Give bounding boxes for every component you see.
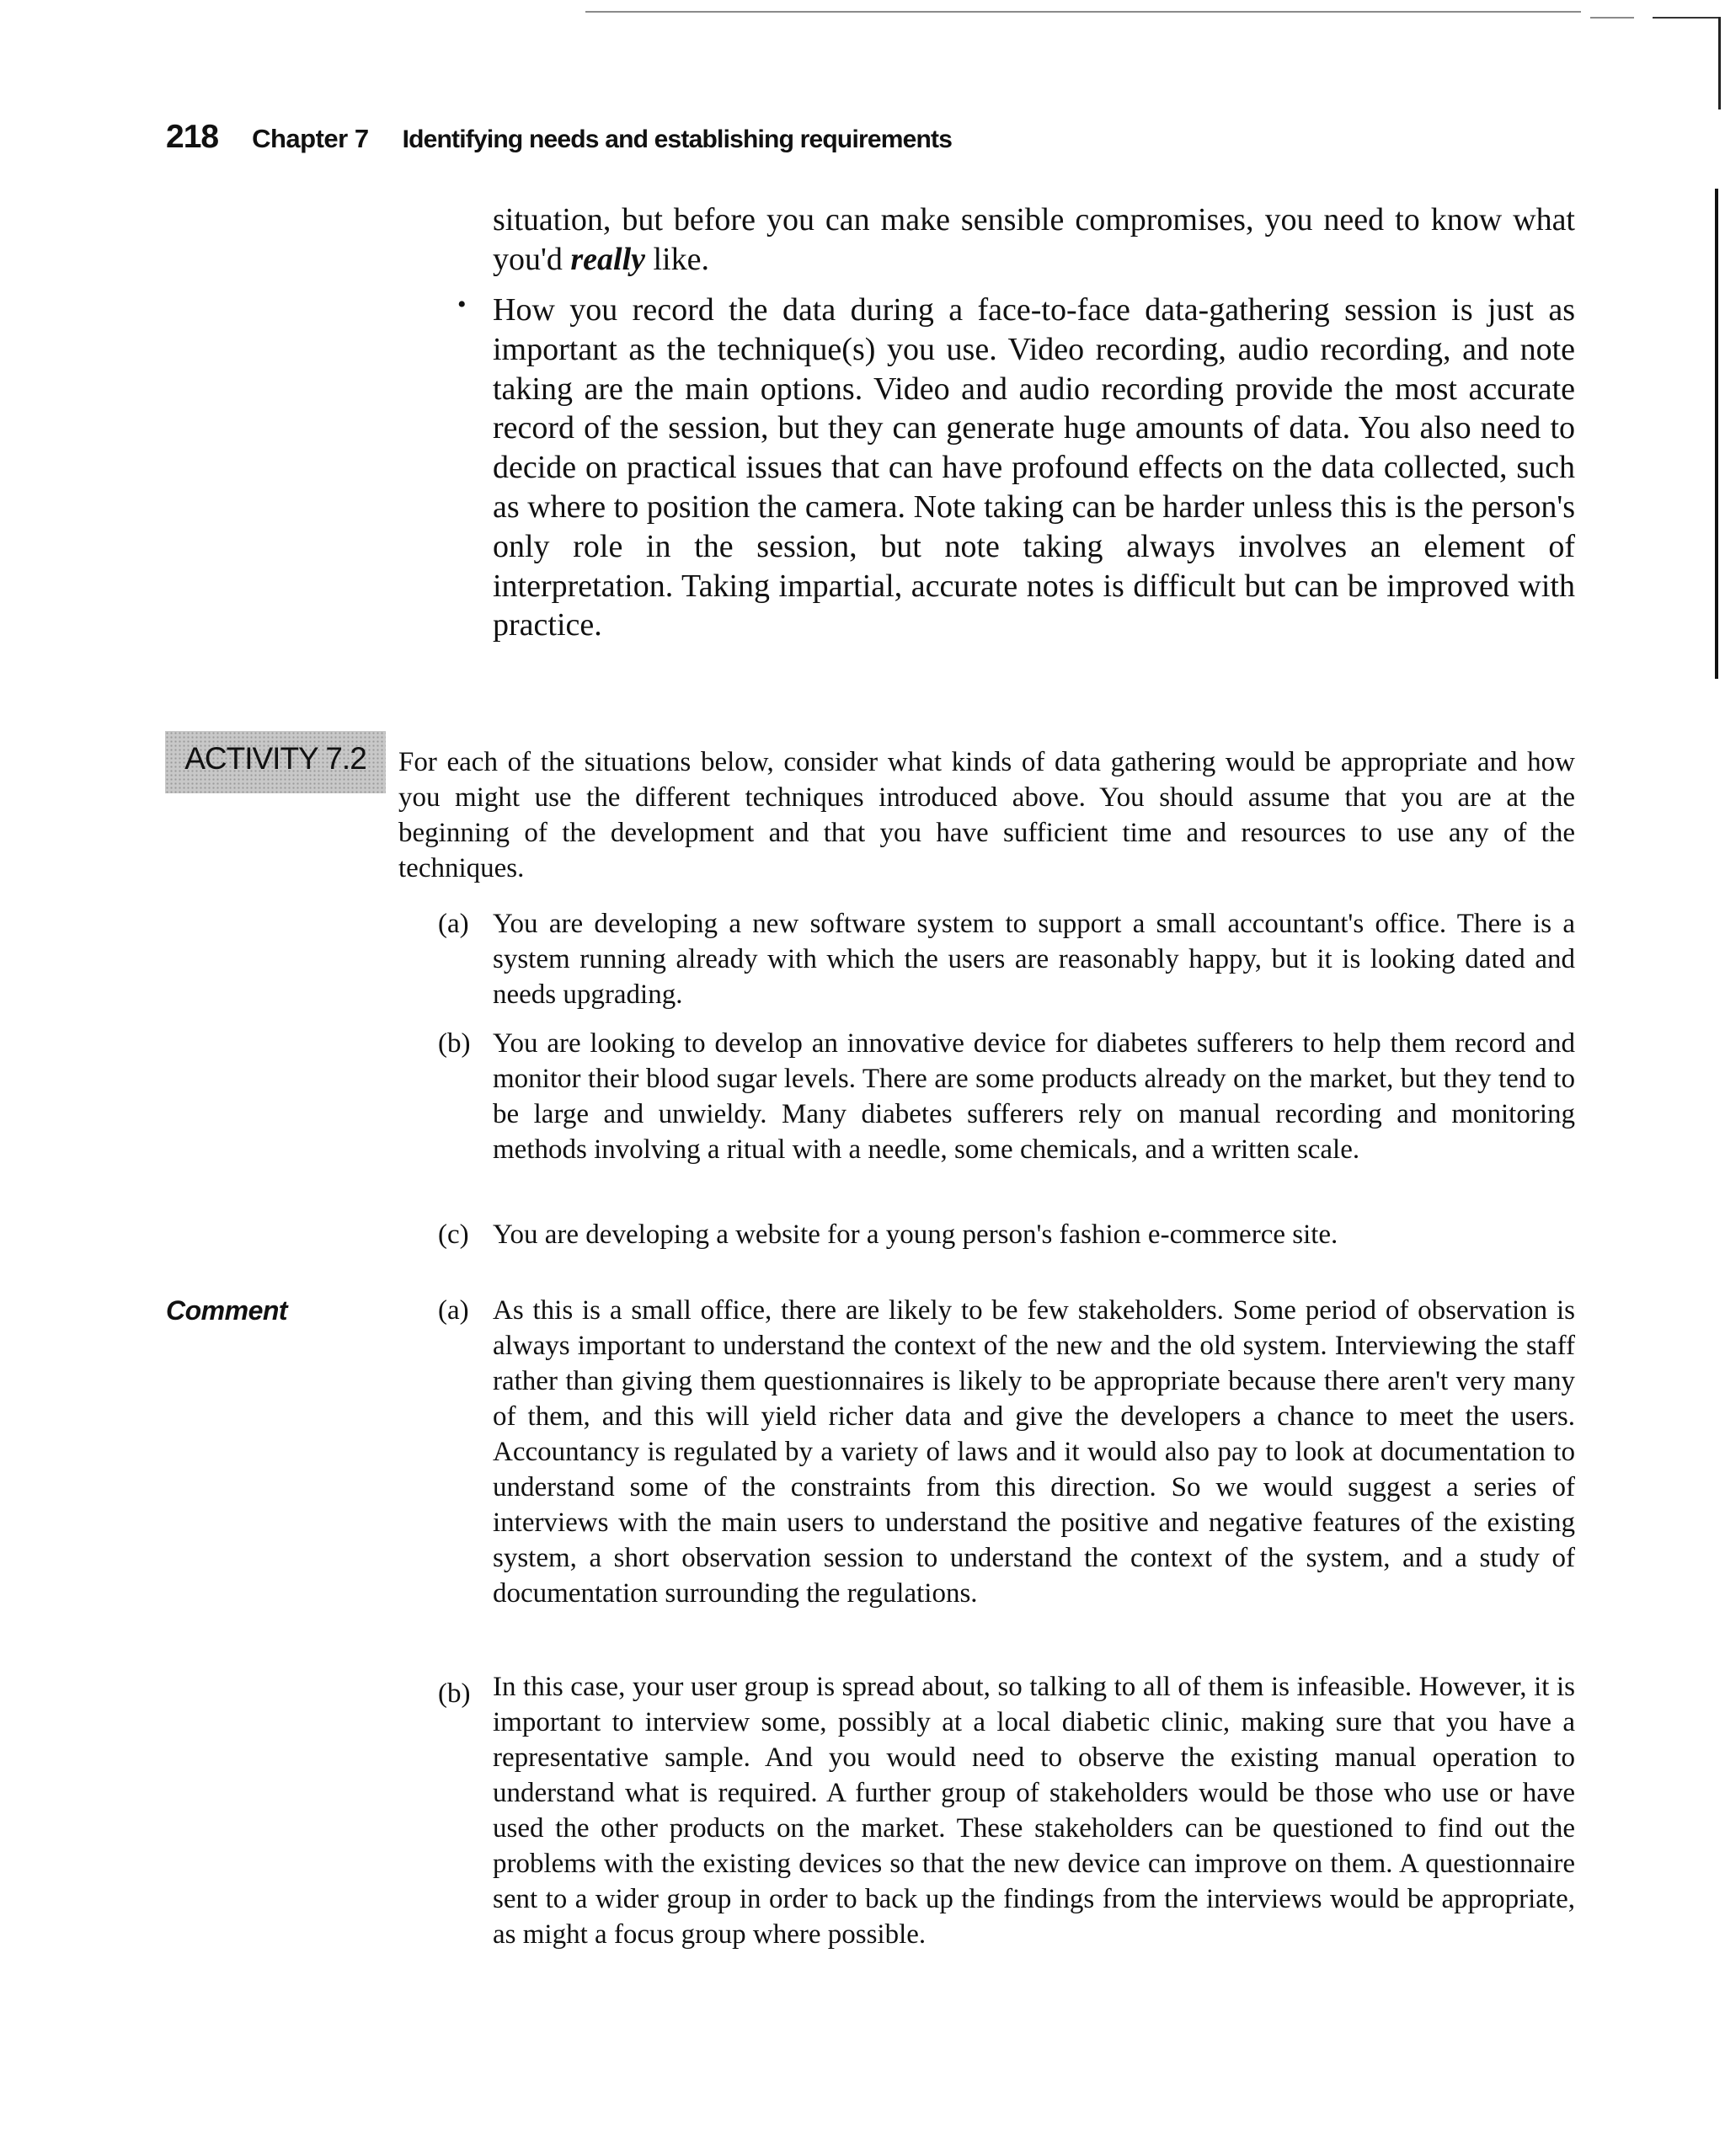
continued-text-end: like. <box>645 241 709 277</box>
comment-item-marker: (b) <box>438 1678 471 1709</box>
activity-item-b <box>438 1026 1575 1167</box>
comment-label: Comment <box>166 1295 288 1326</box>
comment-item-b <box>438 1669 1575 1952</box>
activity-intro-text: For each of the situations below, consider what kinds of data gathering would be appropriate and how you might use the different techniques introduced above. You should assume that you are at the beginning of the development and that you have sufficient time and resources to use any of the techniques. <box>398 747 1575 883</box>
activity-intro <box>398 744 1575 886</box>
running-head <box>166 119 952 156</box>
bullet-icon: • <box>457 291 467 318</box>
continued-paragraph <box>493 200 1575 280</box>
activity-item-marker: (a) <box>438 909 469 939</box>
activity-item-marker: (b) <box>438 1028 471 1059</box>
activity-label-box <box>165 731 386 793</box>
crop-mark-vertical <box>1718 17 1721 109</box>
chapter-title: Identifying needs and establishing requirements <box>402 125 953 153</box>
top-rule <box>585 11 1581 13</box>
bullet-item <box>457 291 1575 645</box>
emphasis-really: really <box>570 241 645 277</box>
comment-item-text: As this is a small office, there are likely to be few stakeholders. Some period of observation is always important to understand the context of the new and the old system. Interviewing the staff rather than giving them questionnaires is likely to be appropriate because there aren't very many of them, and this will yield richer data and give the developers a chance to meet the users. Accountancy is regulated by a variety of laws and it would also pay to look at documentation to understand some of the constraints from this direction. So we would suggest a series of interviews with the main users to understand the positive and negative features of the existing system, a short observation session to understand the context of the system, and a study of documentation surrounding the regulations. <box>493 1295 1575 1609</box>
activity-item-text: You are looking to develop an innovative device for diabetes sufferers to help them record and monitor their blood sugar levels. There are some products already on the market, but they tend to be large and unwieldy. Many diabetes sufferers rely on manual recording and monitoring methods involving a ritual with a needle, some chemicals, and a written scale. <box>493 1028 1575 1165</box>
activity-item-marker: (c) <box>438 1219 469 1250</box>
activity-label: ACTIVITY 7.2 <box>184 741 366 776</box>
chapter-label: Chapter 7 <box>252 124 369 153</box>
comment-item-marker: (a) <box>438 1295 469 1326</box>
activity-item-text: You are developing a website for a young person's fashion e-commerce site. <box>493 1219 1338 1250</box>
margin-change-bar <box>1715 189 1718 679</box>
comment-item-text: In this case, your user group is spread about, so talking to all of them is infeasible. However, it is important to interview some, possibly at a local diabetic clinic, making sure that you have a representative sample. And you would need to observe the existing manual operation to understand what is required. A further group of stakeholders would be those who use or have used the other products on the market. These stakeholders can be questioned to find out the problems with the existing devices so that the new device can improve on them. A questionnaire sent to a wider group in order to back up the findings from the interviews would be appropriate, as might a focus group where possible. <box>493 1672 1575 1950</box>
activity-item-a <box>438 906 1575 1012</box>
continued-text-start: situation, but before you can make sensible compromises, you need to know what you'd <box>493 202 1575 277</box>
activity-item-text: You are developing a new software system to support a small accountant's office. There is a system running already with which the users are reasonably happy, but it is looking dated and needs upgrading. <box>493 909 1575 1010</box>
comment-item-a <box>438 1293 1575 1611</box>
page-number: 218 <box>166 119 219 155</box>
crop-mark-horizontal <box>1653 17 1720 19</box>
top-rule-short <box>1590 17 1634 19</box>
activity-item-c <box>438 1217 1575 1252</box>
bullet-text: How you record the data during a face-to-face data-gathering session is just as important as the technique(s) you use. Video recording, audio recording, and note taking are the main options. Video and audio recording provide the most accurate record of the session, but they can generate huge amounts of data. You also need to decide on practical issues that can have profound effects on the data collected, such as where to position the camera. Note taking can be harder unless this is the person's only role in the session, but note taking always involves an element of interpretation. Taking impartial, accurate notes is difficult but can be improved with practice. <box>493 292 1575 643</box>
